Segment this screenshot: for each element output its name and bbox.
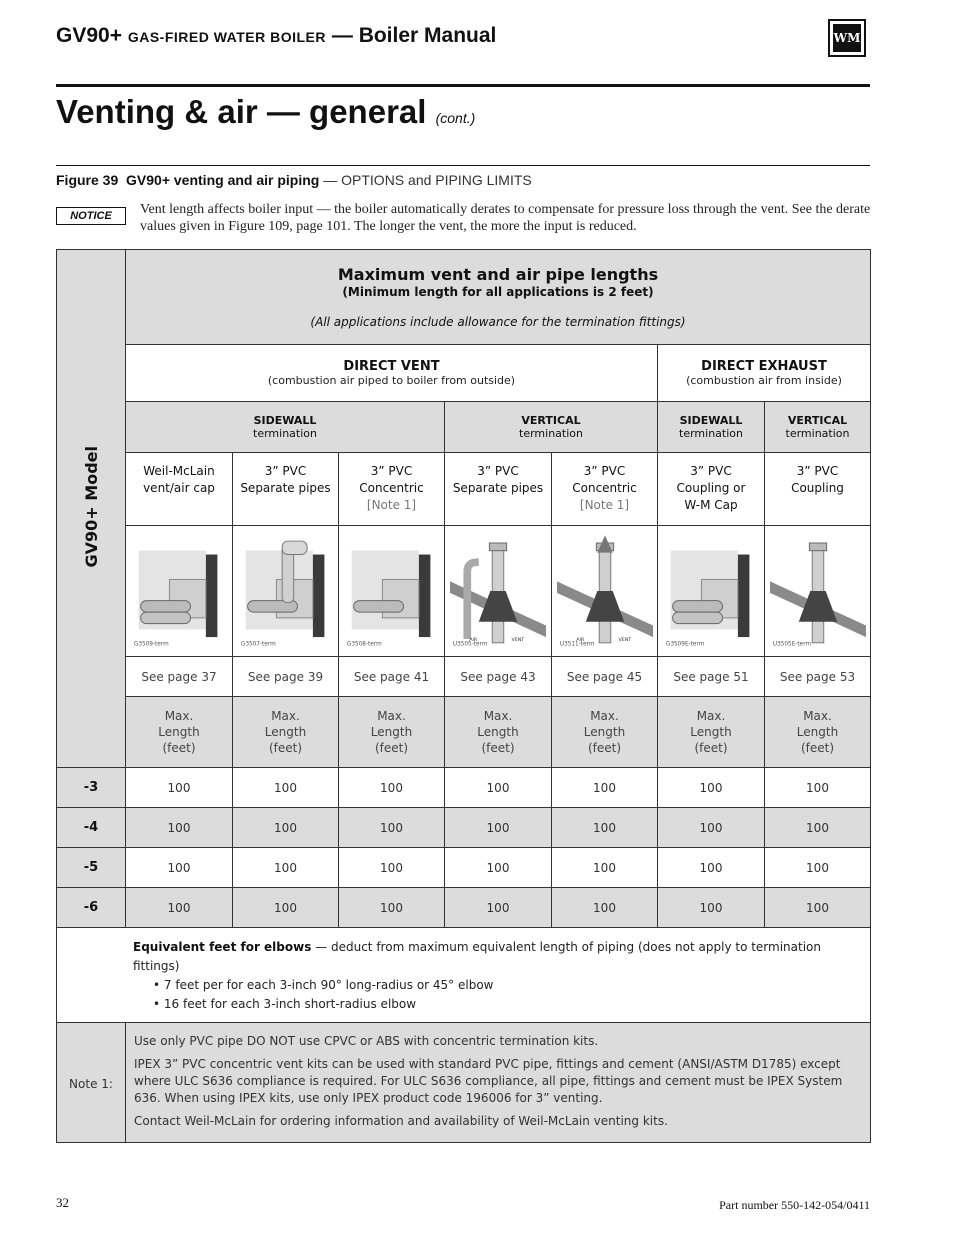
header-dash: — bbox=[331, 24, 353, 47]
termination-illustration bbox=[552, 526, 658, 657]
maxlen-line-1: Max. bbox=[271, 709, 300, 723]
max-length-header bbox=[339, 697, 445, 768]
termination-illustration bbox=[765, 526, 871, 657]
table-heading-sub: (Minimum length for all applications is 2 feet) bbox=[342, 285, 654, 299]
max-length-value: 100 bbox=[765, 808, 871, 848]
maxlen-line-3: (feet) bbox=[374, 741, 409, 755]
notice-text: Vent length affects boiler input — the boiler automatically derates to compensate for pressure loss through the vent. See the derate values given in Figure 109, page 101. The longer the vent, the more the input is reduced. bbox=[140, 202, 871, 234]
notice-badge: NOTICE bbox=[56, 207, 126, 225]
subgroup-title: SIDEWALL bbox=[253, 414, 317, 427]
page-number: 32 bbox=[56, 1195, 69, 1210]
maxlen-line-3: (feet) bbox=[268, 741, 303, 755]
page-reference: See page 45 bbox=[552, 657, 658, 697]
subgroup-title: VERTICAL bbox=[787, 414, 848, 427]
figure-limits: OPTIONS and PIPING LIMITS bbox=[341, 172, 532, 188]
max-length-value: 100 bbox=[552, 888, 658, 928]
maxlen-line-1: Max. bbox=[696, 709, 726, 723]
desc-line-3: [Note 1] bbox=[579, 498, 630, 512]
sidewall-group-de bbox=[658, 402, 765, 453]
vent-option-desc bbox=[233, 453, 339, 526]
desc-line-2: vent/air cap bbox=[143, 481, 215, 495]
part-number: Part number 550-142-054/0411 bbox=[719, 1198, 870, 1212]
page-reference: See page 39 bbox=[233, 657, 339, 697]
model-column-label: GV90+ Model bbox=[81, 445, 101, 568]
vent-option-desc bbox=[765, 453, 871, 526]
maxlen-line-3: (feet) bbox=[481, 741, 515, 755]
direct-exhaust-header bbox=[658, 345, 871, 402]
max-length-value: 100 bbox=[658, 768, 765, 808]
table-row bbox=[57, 888, 871, 928]
air-label: AIR bbox=[575, 637, 584, 643]
header-manual: Boiler Manual bbox=[358, 24, 497, 47]
note-cell bbox=[126, 1023, 871, 1143]
page-reference: See page 41 bbox=[339, 657, 445, 697]
maxlen-line-1: Max. bbox=[483, 709, 513, 723]
max-length-value: 100 bbox=[552, 768, 658, 808]
direct-exhaust-title: DIRECT EXHAUST bbox=[701, 359, 827, 374]
max-length-value: 100 bbox=[126, 768, 233, 808]
desc-line-2: Coupling bbox=[791, 481, 844, 495]
desc-line-2: Concentric bbox=[359, 481, 424, 495]
page-title-cont: (cont.) bbox=[435, 110, 476, 126]
max-length-value: 100 bbox=[445, 848, 552, 888]
max-length-header bbox=[233, 697, 339, 768]
max-length-value: 100 bbox=[658, 888, 765, 928]
maxlen-line-2: Length bbox=[690, 725, 732, 739]
elbows-text: — deduct from maximum equivalent length of piping (does not apply to termination fittings) bbox=[133, 940, 822, 973]
maxlen-line-2: Length bbox=[583, 725, 626, 739]
model-number: -4 bbox=[57, 808, 126, 848]
figure-caption bbox=[56, 172, 532, 188]
note-paragraph: Use only PVC pipe DO NOT use CPVC or ABS with concentric termination kits. bbox=[134, 1034, 599, 1048]
termination-diagram bbox=[344, 533, 440, 649]
vent-label: VENT bbox=[617, 637, 631, 643]
model-number: -5 bbox=[57, 848, 126, 888]
logo-mark: WM bbox=[833, 24, 861, 52]
vent-option-desc bbox=[658, 453, 765, 526]
note-label: Note 1: bbox=[69, 1077, 113, 1091]
termination-diagram bbox=[663, 533, 759, 649]
maxlen-line-1: Max. bbox=[164, 709, 194, 723]
elbows-bullet-2: • 16 feet for each 3-inch short-radius elbow bbox=[153, 997, 417, 1011]
direct-vent-title: DIRECT VENT bbox=[343, 359, 440, 374]
diagram-code: G3509E-term bbox=[665, 641, 705, 648]
max-length-value: 100 bbox=[658, 808, 765, 848]
direct-exhaust-sub: (combustion air from inside) bbox=[686, 374, 842, 387]
diagram-code: U3505E-term bbox=[772, 641, 811, 648]
figure-label: Figure 39 bbox=[56, 172, 119, 188]
model-number: -3 bbox=[57, 768, 126, 808]
termination-illustration bbox=[658, 526, 765, 657]
subgroup-sub: termination bbox=[679, 427, 743, 440]
diagram-code: G3508-term bbox=[346, 641, 382, 648]
maxlen-line-3: (feet) bbox=[587, 741, 622, 755]
termination-illustration bbox=[445, 526, 552, 657]
weil-mclain-logo bbox=[828, 19, 866, 57]
termination-diagram bbox=[450, 533, 546, 649]
desc-line-3: W-M Cap bbox=[684, 498, 738, 512]
max-length-value: 100 bbox=[765, 768, 871, 808]
model-header-cell bbox=[57, 250, 126, 768]
elbows-cell bbox=[57, 928, 871, 1023]
maxlen-line-3: (feet) bbox=[800, 741, 835, 755]
maxlen-line-1: Max. bbox=[803, 709, 832, 723]
max-length-header bbox=[552, 697, 658, 768]
max-length-header bbox=[445, 697, 552, 768]
air-label: AIR bbox=[469, 637, 478, 643]
header-model: GV90+ bbox=[56, 24, 122, 47]
termination-diagram bbox=[557, 533, 653, 649]
termination-illustration bbox=[126, 526, 233, 657]
page-title-main: Venting & air — general bbox=[56, 93, 427, 130]
vent-option-desc bbox=[445, 453, 552, 526]
note-paragraph: Contact Weil-McLain for ordering information and availability of Weil-McLain venting kits. bbox=[134, 1114, 668, 1128]
max-length-value: 100 bbox=[233, 768, 339, 808]
max-length-value: 100 bbox=[445, 888, 552, 928]
desc-line-3: [Note 1] bbox=[366, 498, 417, 512]
termination-diagram bbox=[238, 533, 334, 649]
max-length-header bbox=[658, 697, 765, 768]
model-number: -6 bbox=[57, 888, 126, 928]
subgroup-sub: termination bbox=[519, 427, 583, 440]
vent-option-desc bbox=[339, 453, 445, 526]
subgroup-title: SIDEWALL bbox=[679, 414, 743, 427]
maxlen-line-2: Length bbox=[264, 725, 307, 739]
max-length-value: 100 bbox=[445, 768, 552, 808]
subgroup-sub: termination bbox=[785, 427, 850, 440]
max-length-value: 100 bbox=[765, 848, 871, 888]
max-length-value: 100 bbox=[126, 848, 233, 888]
max-length-value: 100 bbox=[126, 888, 233, 928]
table-heading-cell bbox=[126, 250, 871, 345]
subgroup-title: VERTICAL bbox=[521, 414, 581, 427]
maxlen-line-3: (feet) bbox=[694, 741, 728, 755]
desc-line-1: 3” PVC bbox=[264, 464, 307, 478]
diagram-code: G3507-term bbox=[240, 641, 276, 648]
vent-label: VENT bbox=[511, 637, 525, 643]
elbows-title: Equivalent feet for elbows bbox=[133, 940, 312, 954]
direct-vent-header bbox=[126, 345, 658, 402]
elbows-bullet-1: • 7 feet per for each 3-inch 90° long-radius or 45° elbow bbox=[153, 978, 494, 992]
termination-diagram bbox=[131, 533, 227, 649]
page-header bbox=[56, 24, 870, 88]
maxlen-line-1: Max. bbox=[590, 709, 619, 723]
table-row bbox=[57, 848, 871, 888]
max-length-value: 100 bbox=[339, 888, 445, 928]
subgroup-sub: termination bbox=[253, 427, 317, 440]
page-title bbox=[56, 93, 475, 131]
desc-line-1: 3” PVC bbox=[370, 464, 413, 478]
max-length-value: 100 bbox=[765, 888, 871, 928]
desc-line-1: 3” PVC bbox=[477, 464, 519, 478]
maxlen-line-1: Max. bbox=[377, 709, 406, 723]
figure-dash: — bbox=[323, 172, 338, 188]
desc-line-2: Concentric bbox=[572, 481, 637, 495]
diagram-code: G3509-term bbox=[133, 641, 169, 648]
desc-line-1: 3” PVC bbox=[583, 464, 626, 478]
page-reference: See page 51 bbox=[658, 657, 765, 697]
max-length-value: 100 bbox=[233, 888, 339, 928]
sidewall-group-dv bbox=[126, 402, 445, 453]
maxlen-line-2: Length bbox=[796, 725, 839, 739]
header-subtitle: GAS-FIRED WATER BOILER bbox=[127, 29, 326, 45]
termination-illustration bbox=[233, 526, 339, 657]
desc-line-2: Separate pipes bbox=[452, 481, 544, 495]
diagram-code: U3505-term bbox=[452, 641, 488, 648]
figure-name: GV90+ venting and air piping bbox=[126, 172, 320, 188]
max-length-value: 100 bbox=[126, 808, 233, 848]
header-title bbox=[56, 24, 496, 48]
max-length-value: 100 bbox=[552, 808, 658, 848]
note-paragraph: IPEX 3” PVC concentric vent kits can be used with standard PVC pipe, fittings and cement (ANSI/ASTM D1785) except where ULC S636 compliance is required. For ULC S636 compliance, all pipe, fittings and cement must be IPEX System 636. When using IPEX kits, use only IPEX product code 196006 for 3” venting. bbox=[134, 1057, 843, 1105]
diagram-code: U3511-term bbox=[559, 641, 594, 648]
elbows-line bbox=[133, 938, 862, 976]
max-length-value: 100 bbox=[339, 808, 445, 848]
table-heading-italic: (All applications include allowance for the termination fittings) bbox=[310, 315, 686, 329]
page-reference: See page 43 bbox=[445, 657, 552, 697]
max-length-value: 100 bbox=[552, 848, 658, 888]
table-row bbox=[57, 768, 871, 808]
termination-illustration bbox=[339, 526, 445, 657]
page-reference: See page 37 bbox=[126, 657, 233, 697]
max-length-value: 100 bbox=[339, 768, 445, 808]
max-length-value: 100 bbox=[658, 848, 765, 888]
maxlen-line-2: Length bbox=[158, 725, 200, 739]
direct-vent-sub: (combustion air piped to boiler from outside) bbox=[267, 374, 516, 387]
max-length-value: 100 bbox=[339, 848, 445, 888]
desc-line-2: Coupling or bbox=[676, 481, 746, 495]
vertical-group-dv bbox=[445, 402, 658, 453]
vent-option-desc bbox=[552, 453, 658, 526]
max-length-header bbox=[765, 697, 871, 768]
desc-line-1: Weil-McLain bbox=[143, 464, 215, 478]
termination-diagram bbox=[770, 533, 866, 649]
header-rule bbox=[56, 84, 870, 87]
vertical-group-de bbox=[765, 402, 871, 453]
page-reference: See page 53 bbox=[765, 657, 871, 697]
note-label-cell bbox=[57, 1023, 126, 1143]
max-length-value: 100 bbox=[445, 808, 552, 848]
desc-line-1: 3” PVC bbox=[796, 464, 839, 478]
desc-line-1: 3” PVC bbox=[690, 464, 732, 478]
max-length-value: 100 bbox=[233, 808, 339, 848]
vent-option-desc bbox=[126, 453, 233, 526]
venting-table bbox=[56, 249, 871, 1143]
table-row bbox=[57, 808, 871, 848]
title-rule bbox=[56, 165, 870, 166]
maxlen-line-2: Length bbox=[477, 725, 519, 739]
max-length-header bbox=[126, 697, 233, 768]
maxlen-line-2: Length bbox=[370, 725, 413, 739]
table-heading: Maximum vent and air pipe lengths bbox=[337, 265, 659, 284]
max-length-value: 100 bbox=[233, 848, 339, 888]
desc-line-2: Separate pipes bbox=[240, 481, 331, 495]
maxlen-line-3: (feet) bbox=[162, 741, 196, 755]
